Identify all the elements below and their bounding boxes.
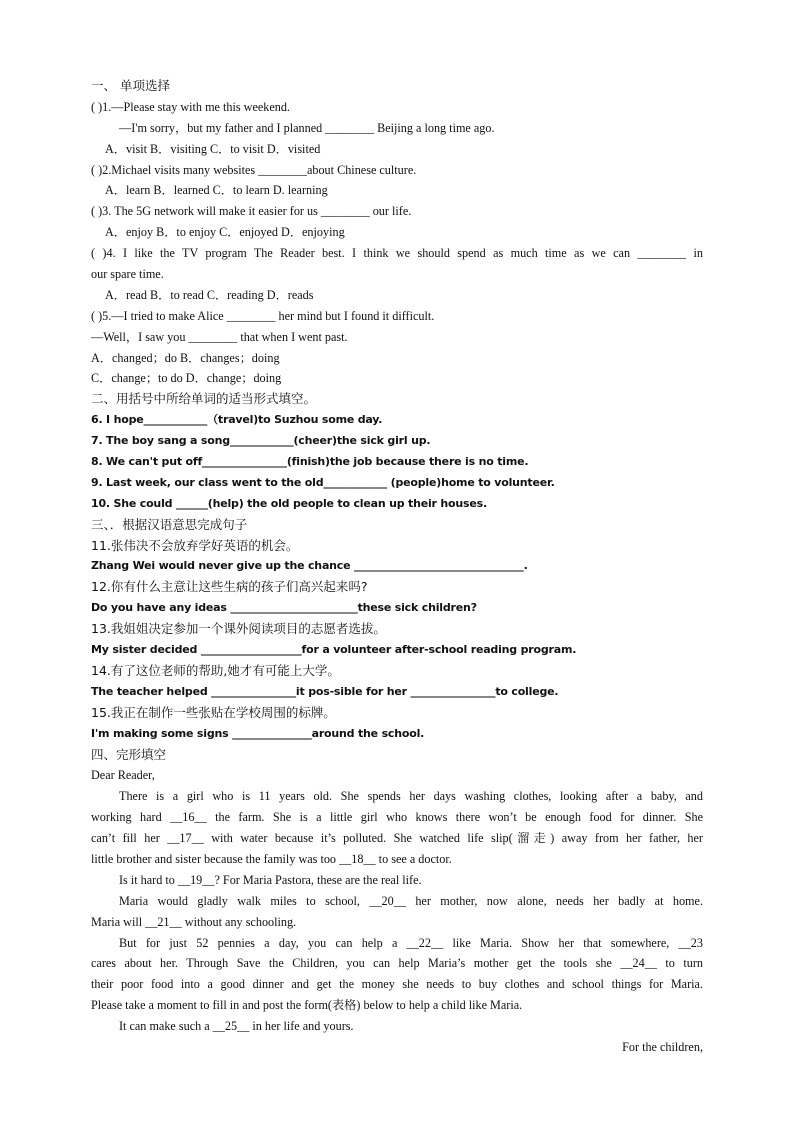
letter-salutation: Dear Reader,: [91, 768, 155, 783]
question-1-options: A．visit B．visiting C．to visit D．visited: [105, 141, 321, 156]
question-5: ( )5.—I tried to make Alice ________ her mind but I found it difficult.: [91, 308, 435, 323]
question-9: 9. Last week, our class went to the old____________ (people)home to volunteer.: [91, 475, 555, 489]
passage-line-2: working hard __16__ the farm. She is a little girl who knows there won’t be enough food for dinner. She: [91, 810, 703, 825]
question-12-cn: 12.你有什么主意让这些生病的孩子们高兴起来吗?: [91, 579, 368, 595]
letter-closing: For the children,: [622, 1039, 703, 1054]
passage-line-1: There is a girl who is 11 years old. She spends her days washing clothes, looking after a baby, and: [119, 789, 703, 804]
question-7: 7. The boy sang a song____________(cheer)the sick girl up.: [91, 434, 431, 448]
question-11-en: Zhang Wei would never give up the chance ________________________________.: [91, 559, 528, 573]
section-heading-4: 四、完形填空: [91, 746, 167, 762]
question-3: ( )3. The 5G network will make it easier for us ________ our life.: [91, 204, 412, 219]
question-3-options: A．enjoy B．to enjoy C．enjoyed D．enjoying: [105, 225, 345, 240]
passage-line-10: their poor food into a good dinner and get the money she needs to buy clothes and school things for Maria.: [91, 977, 703, 992]
question-4-options: A．read B．to read C．reading D．reads: [105, 287, 314, 302]
question-13-cn: 13.我姐姐决定参加一个课外阅读项目的志愿者选拔。: [91, 621, 386, 637]
question-4-cont: our spare time.: [91, 267, 164, 282]
question-11-cn: 11.张伟决不会放弃学好英语的机会。: [91, 537, 299, 553]
question-2-options: A．learn B．learned C．to learn D. learning: [105, 183, 328, 198]
question-13-en: My sister decided ___________________for a volunteer after-school reading program.: [91, 643, 577, 657]
passage-line-4: little brother and sister because the family was too __18__ to see a doctor.: [91, 851, 452, 866]
section-heading-2: 二、用括号中所给单词的适当形式填空。: [91, 391, 317, 407]
question-1-reply: —I'm sorry，but my father and I planned ________ Beijing a long time ago.: [119, 120, 495, 135]
question-8: 8. We can't put off________________(finish)the job because there is no time.: [91, 455, 529, 469]
passage-line-9: cares about her. Through Save the Children, you can help Maria’s mother get the tools she __24__ to turn: [91, 956, 703, 971]
passage-line-12: It can make such a __25__ in her life and yours.: [119, 1019, 354, 1034]
question-5-options-cd: C．change；to do D．change；doing: [91, 371, 282, 386]
question-1: ( )1.—Please stay with me this weekend.: [91, 99, 291, 114]
worksheet-page: [91, 76, 703, 1058]
question-5-reply: —Well，I saw you ________ that when I went past.: [91, 329, 348, 344]
question-6: 6. I hope____________（travel)to Suzhou some day.: [91, 413, 383, 427]
passage-line-11: Please take a moment to fill in and post the form(表格) below to help a child like Maria.: [91, 998, 523, 1013]
section-heading-1: 一、 单项选择: [91, 78, 170, 93]
question-5-options-ab: A．changed；do B．changes；doing: [91, 350, 280, 365]
question-14-en: The teacher helped ________________it pos-sible for her ________________to college.: [91, 684, 559, 698]
passage-line-3: can’t fill her __17__ with water because it’s polluted. She watched life slip(溜走) away from her father, her: [91, 831, 703, 846]
passage-line-8: But for just 52 pennies a day, you can help a __22__ like Maria. Show her that somewhere, __23: [119, 935, 703, 950]
question-12-en: Do you have any ideas ________________________these sick children?: [91, 601, 477, 615]
passage-line-5: Is it hard to __19__? For Maria Pastora, these are the real life.: [119, 872, 422, 887]
question-14-cn: 14.有了这位老师的帮助,她才有可能上大学。: [91, 662, 340, 678]
question-4: ( )4. I like the TV program The Reader best. I think we should spend as much time as we can ________ in: [91, 246, 703, 261]
question-15-en: I'm making some signs _______________around the school.: [91, 726, 425, 740]
passage-line-6: Maria would gladly walk miles to school, __20__ her mother, now alone, needs her badly at home.: [119, 893, 703, 908]
question-15-cn: 15.我正在制作一些张贴在学校周围的标牌。: [91, 704, 336, 720]
question-2: ( )2.Michael visits many websites ________about Chinese culture.: [91, 162, 417, 177]
section-heading-3: 三、．根据汉语意思完成句子: [91, 516, 248, 532]
question-10: 10. She could ______(help) the old people to clean up their houses.: [91, 496, 487, 510]
passage-line-7: Maria will __21__ without any schooling.: [91, 914, 297, 929]
